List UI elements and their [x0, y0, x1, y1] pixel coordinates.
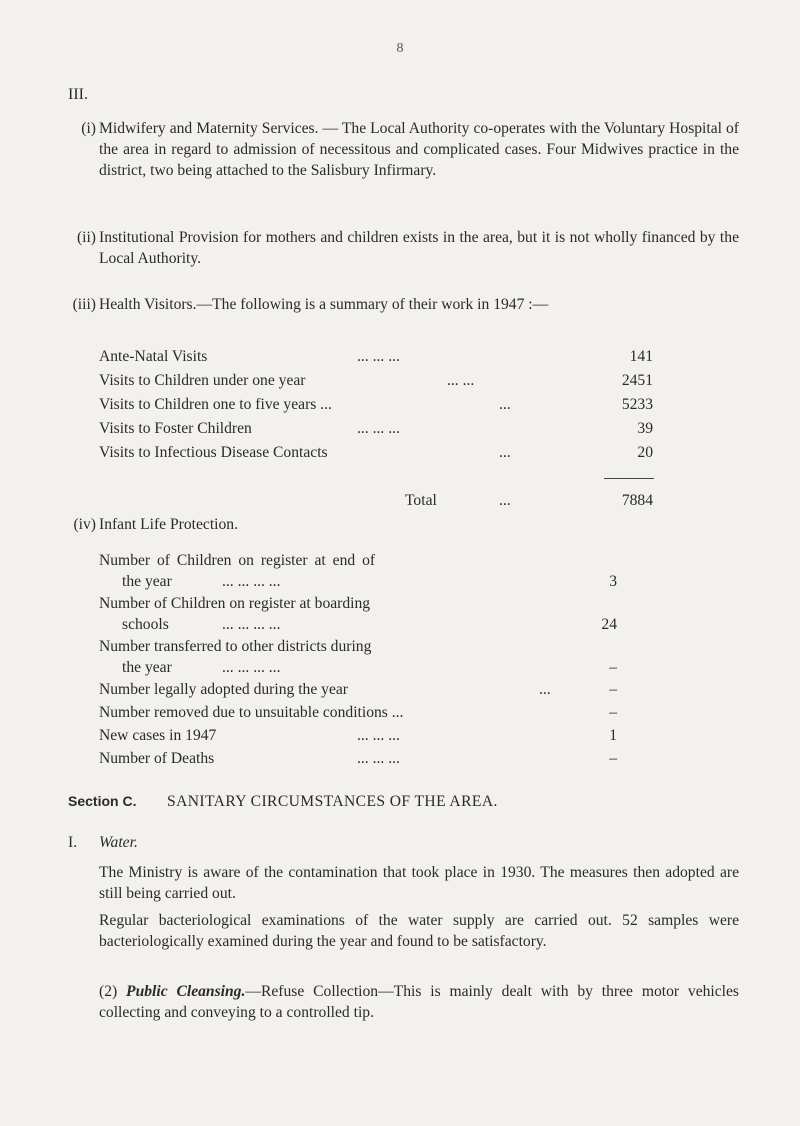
row-value: 3	[609, 573, 617, 590]
row-value: 1	[609, 727, 617, 744]
row-label-line1: Number of Children on register at end of	[99, 552, 376, 569]
row-leader: ...	[499, 444, 511, 461]
row-leader: ... ... ... ...	[222, 616, 281, 633]
row-leader: ... ... ...	[357, 348, 400, 365]
cleansing-label: (2)	[99, 983, 118, 1000]
row-label: Visits to Children one to five years ...	[99, 396, 332, 413]
total-rule	[604, 478, 654, 479]
water-para1-text: The Ministry is aware of the contamination that took place in 1930. The measures then adopted are still being carried out.	[99, 864, 739, 902]
total-leader: ...	[499, 492, 511, 509]
water-paragraph-1	[99, 862, 739, 904]
page-number: 8	[396, 41, 404, 56]
section-c-label: Section C.	[68, 793, 137, 809]
item-iv-heading	[73, 514, 739, 535]
item-ii-label: (ii)	[76, 229, 96, 246]
row-leader: ... ... ...	[357, 420, 400, 437]
row-label: Visits to Foster Children	[99, 420, 252, 437]
cleansing-title: Public Cleansing.	[126, 983, 246, 1000]
row-leader: ...	[539, 681, 551, 698]
row-value: –	[609, 659, 617, 676]
item-iv-title: Infant Life Protection.	[99, 516, 238, 533]
item-iii-label: (iii)	[72, 296, 96, 313]
row-label-line2: schools	[122, 616, 169, 633]
water-paragraph-2	[99, 910, 739, 952]
item-i-label: (i)	[81, 120, 96, 137]
row-label-line2: the year	[122, 573, 172, 590]
row-label-line1: Number of Children on register at boarding	[99, 595, 371, 612]
item-ii-text: Institutional Provision for mothers and children exists in the area, but it is not wholly financed by the Local Authority.	[99, 229, 739, 267]
water-title: Water.	[99, 834, 138, 851]
row-label-line2: the year	[122, 659, 172, 676]
row-label: Number of Deaths	[99, 750, 215, 767]
row-label: Number removed due to unsuitable conditions ...	[99, 704, 404, 721]
item-iii-paragraph	[72, 294, 739, 315]
row-value: –	[609, 704, 617, 721]
row-leader: ... ... ... ...	[222, 659, 281, 676]
item-ii-paragraph	[76, 227, 739, 269]
cleansing-paragraph	[99, 981, 739, 1023]
row-value: 141	[629, 348, 653, 365]
item-i-text: Midwifery and Maternity Services. — The Local Authority co-operates with the Voluntary Hospital of the area in regard to admission of necessitous and complicated cases. Four Midwives practice in the district, two being attached to the Salisbury Infirmary.	[99, 120, 739, 179]
item-i-paragraph	[81, 118, 739, 181]
row-label-line1: Number transferred to other districts during	[99, 638, 372, 655]
row-leader: ... ... ...	[357, 727, 400, 744]
total-label: Total	[405, 492, 437, 509]
item-iii-text: Health Visitors.—The following is a summary of their work in 1947 :—	[99, 296, 549, 313]
item-iv-label: (iv)	[73, 516, 96, 533]
row-value: 24	[601, 616, 617, 633]
row-leader: ...	[499, 396, 511, 413]
row-value: 2451	[621, 372, 653, 389]
row-label: New cases in 1947	[99, 727, 217, 744]
part-label: III.	[68, 86, 88, 103]
cleansing-text: —Refuse Collection—This is mainly dealt with by three motor vehicles collecting and conveying to a controlled tip.	[99, 983, 739, 1021]
row-leader: ... ...	[447, 372, 475, 389]
row-value: –	[609, 750, 617, 767]
row-value: 5233	[621, 396, 653, 413]
row-value: 20	[637, 444, 653, 461]
row-value: 39	[637, 420, 653, 437]
row-leader: ... ... ... ...	[222, 573, 281, 590]
total-value: 7884	[621, 492, 653, 509]
row-value: –	[609, 681, 617, 698]
water-para2-text: Regular bacteriological examinations of the water supply are carried out. 52 samples were bacteriologically examined during the year and found to be satisfactory.	[99, 912, 739, 950]
row-label: Number legally adopted during the year	[99, 681, 348, 698]
row-label: Visits to Children under one year	[99, 372, 306, 389]
row-label: Visits to Infectious Disease Contacts	[99, 444, 328, 461]
section-c-title: SANITARY CIRCUMSTANCES OF THE AREA.	[167, 793, 498, 810]
row-leader: ... ... ...	[357, 750, 400, 767]
row-label: Ante-Natal Visits	[99, 348, 208, 365]
water-label: I.	[68, 834, 78, 851]
section-c-heading	[68, 793, 498, 811]
